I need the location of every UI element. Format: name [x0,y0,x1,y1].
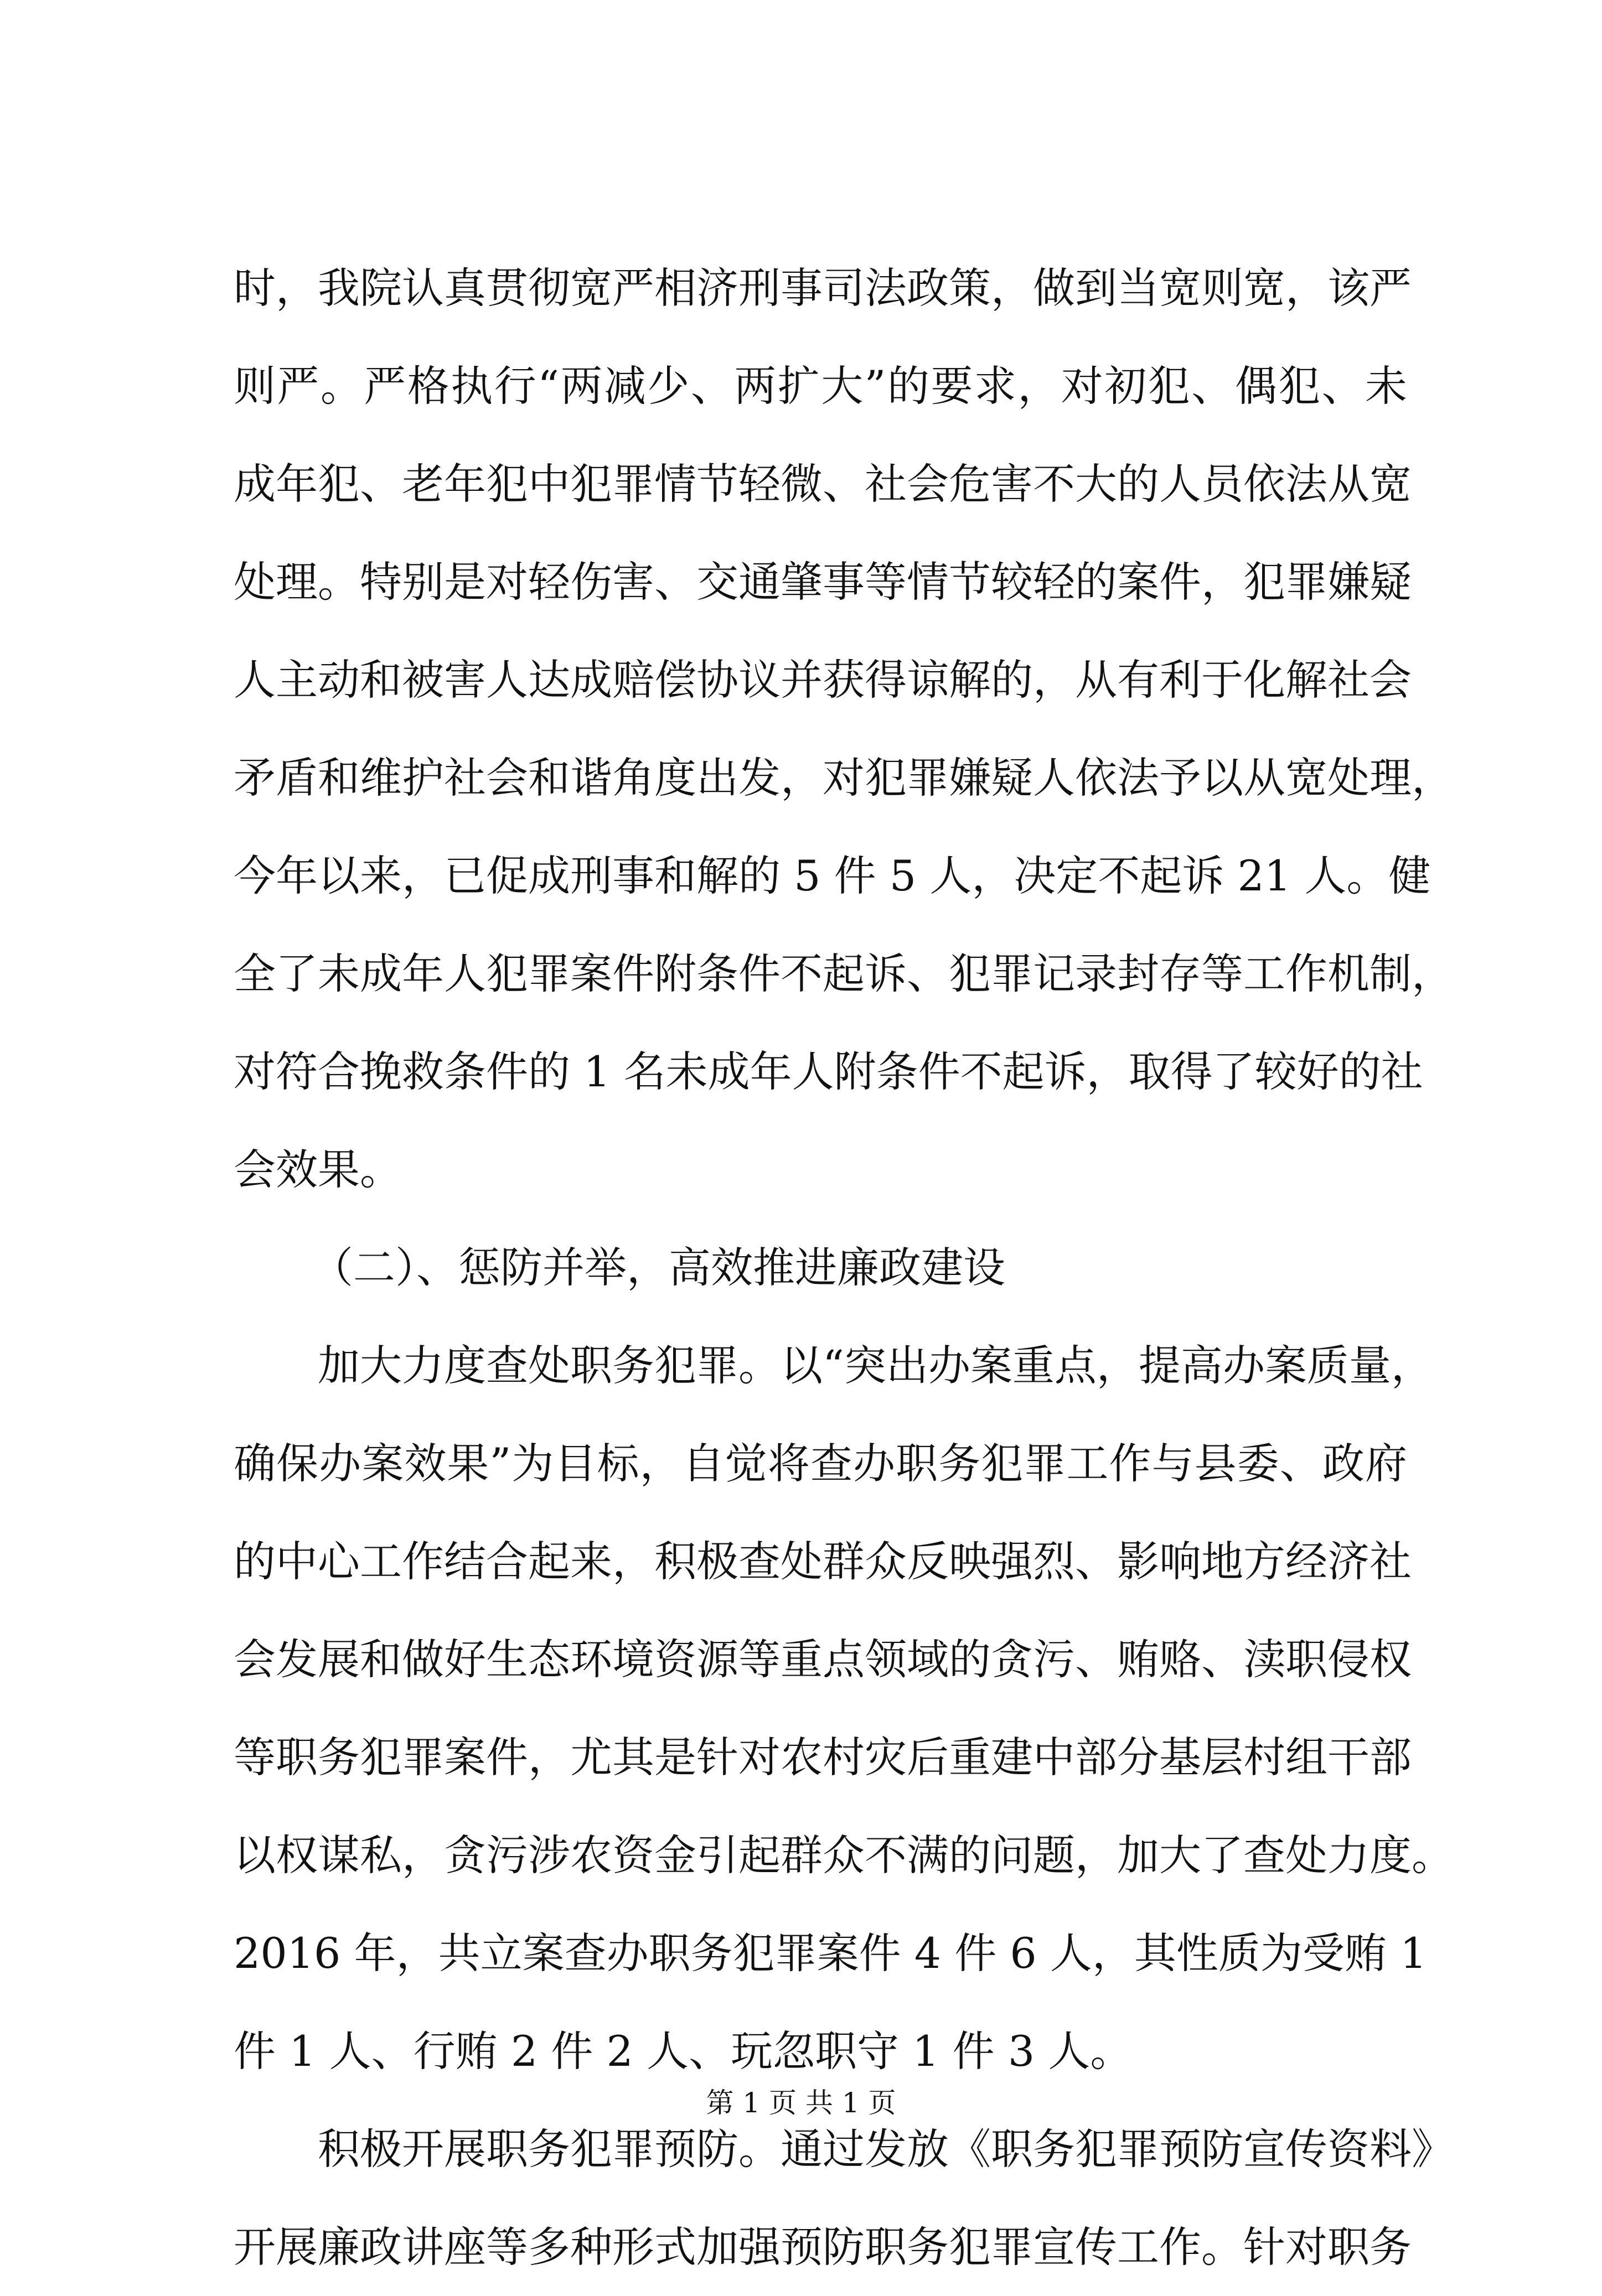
body-text [234,239,1454,2296]
text-line: 会发展和做好生态环境资源等重点领域的贪污、贿赂、渎职侵权 [234,1635,1412,1684]
text-line: 成年犯、老年犯中犯罪情节轻微、社会危害不大的人员依法从宽 [234,459,1412,509]
text-line: 处理。特别是对轻伤害、交通肇事等情节较轻的案件，犯罪嫌疑 [234,557,1412,607]
section-heading: （二）、惩防并举，高效推进廉政建设 [311,1243,1005,1292]
text-line: 时，我院认真贯彻宽严相济刑事司法政策，做到当宽则宽，该严 [234,263,1412,313]
paragraph-first-line: 积极开展职务犯罪预防。通过发放《职务犯罪预防宣传资料》 [318,2124,1454,2174]
text-line: 今年以来，已促成刑事和解的 5 件 5 人，决定不起诉 21 人。健 [234,851,1431,900]
text-line: 确保办案效果”为目标，自觉将查办职务犯罪工作与县委、政府 [234,1439,1407,1488]
text-line: 人主动和被害人达成赔偿协议并获得谅解的，从有利于化解社会 [234,655,1412,704]
page-footer: 第 1 页 共 1 页 [706,2087,896,2119]
text-line: 全了未成年人犯罪案件附条件不起诉、犯罪记录封存等工作机制， [234,949,1454,998]
text-line: 以权谋私，贪污涉农资金引起群众不满的问题，加大了查处力度。 [234,1831,1454,1880]
text-line: 对符合挽救条件的 1 名未成年人附条件不起诉，取得了较好的社 [234,1047,1423,1096]
text-line: 则严。严格执行“两减少、两扩大”的要求，对初犯、偶犯、未 [234,361,1407,411]
text-line: 矛盾和维护社会和谐角度出发，对犯罪嫌疑人依法予以从宽处理， [234,753,1454,802]
text-line: 件 1 人、行贿 2 件 2 人、玩忽职守 1 件 3 人。 [234,2027,1133,2076]
text-line: 2016 年，共立案查办职务犯罪案件 4 件 6 人，其性质为受贿 1 [234,1929,1427,1978]
text-line: 等职务犯罪案件，尤其是针对农村灾后重建中部分基层村组干部 [234,1733,1412,1782]
text-line: 会效果。 [234,1145,402,1194]
paragraph-first-line: 加大力度查处职务犯罪。以“突出办案重点，提高办案质量， [318,1341,1433,1390]
text-line: 开展廉政讲座等多种形式加强预防职务犯罪宣传工作。针对职务 [234,2222,1412,2272]
text-line: 的中心工作结合起来，积极查处群众反映强烈、影响地方经济社 [234,1537,1412,1586]
